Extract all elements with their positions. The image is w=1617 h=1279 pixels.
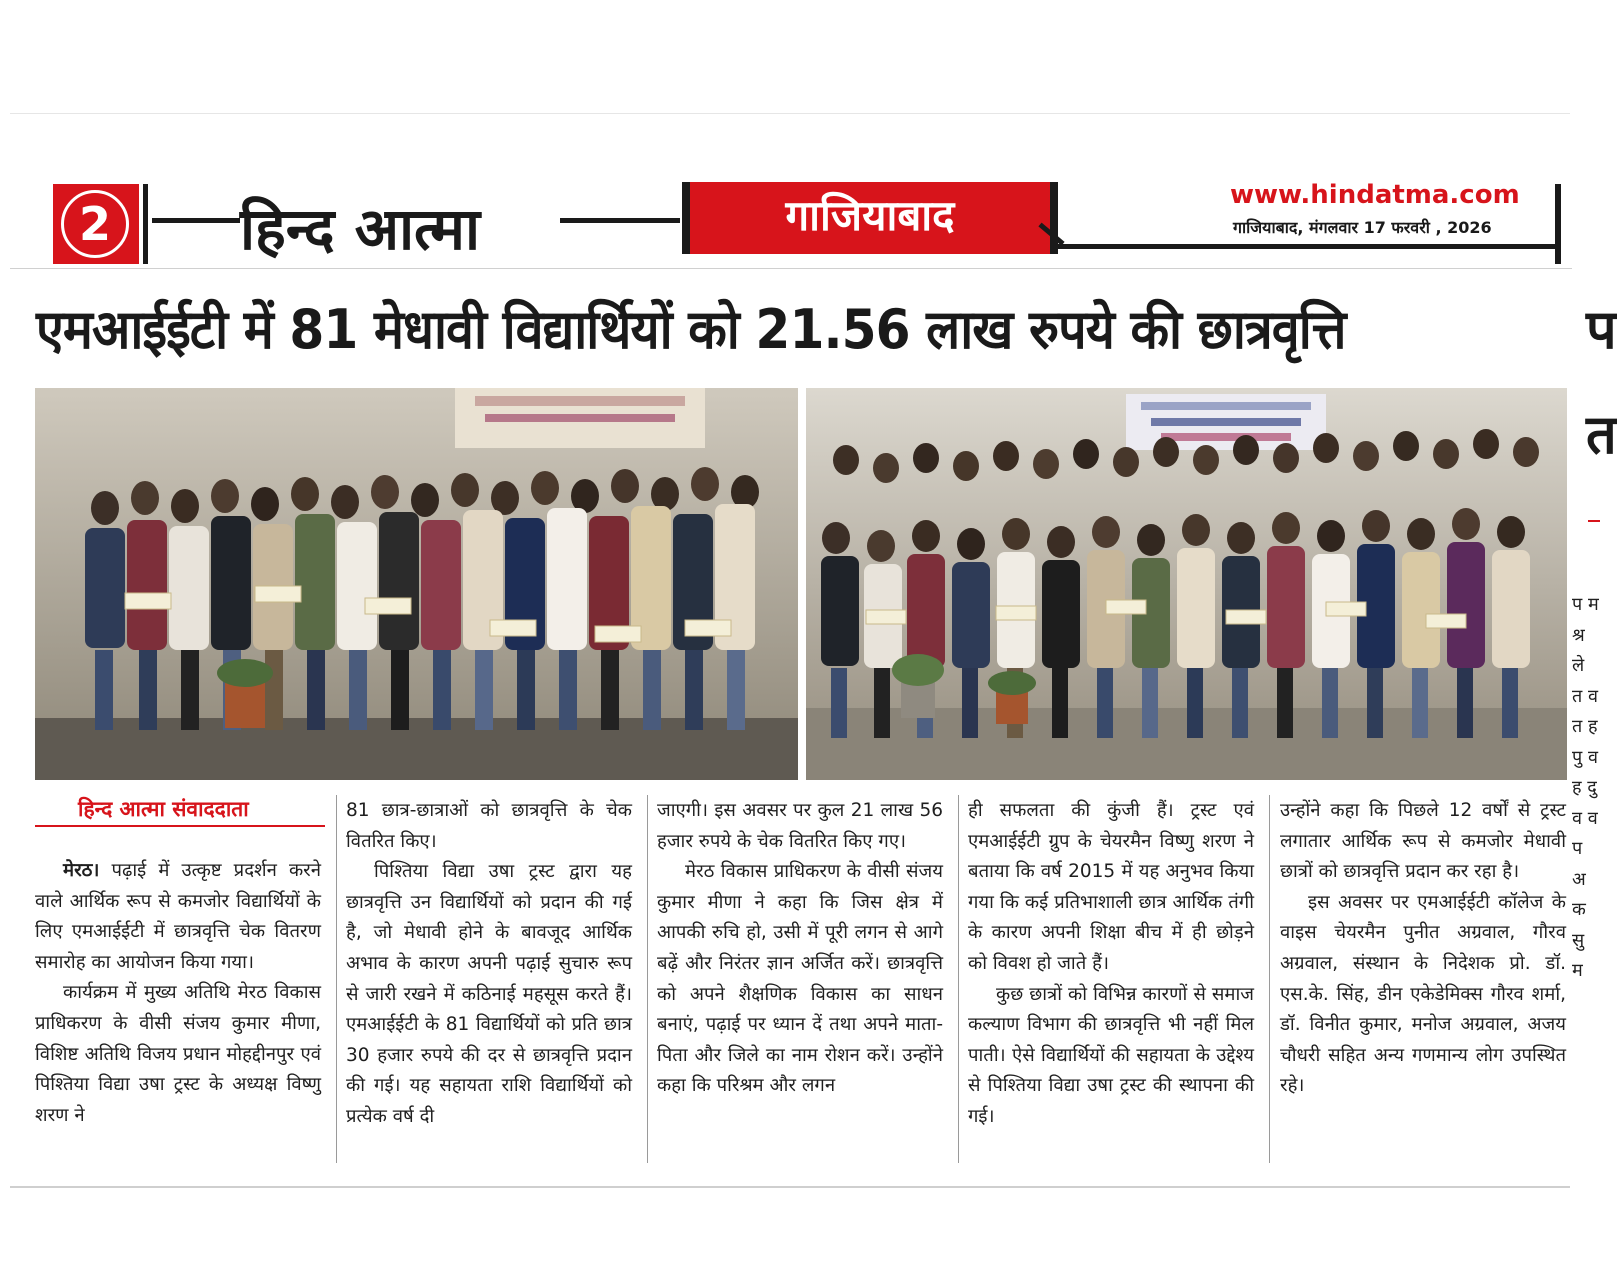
article-column-1 [35, 856, 321, 1131]
page-top-edge [10, 113, 1570, 114]
article-paragraph: ही सफलता की कुंजी हैं। ट्रस्ट एवं एमआईईटी ग्रुप के चेयरमैन विष्णु शरण ने बताया कि वर्ष 2015 में यह अनुभव किया गया कि कई प्रतिभाशाली छात्र आर्थिक तंगी के कारण अपनी शिक्षा बीच में ही छोड़ने को विवश हो जाते हैं। [968, 800, 1254, 974]
article-column-5 [1280, 796, 1566, 1102]
website-url: www.hindatma.com [1230, 180, 1520, 210]
article-paragraph: मेरठ विकास प्राधिकरण के वीसी संजय कुमार मीणा ने कहा कि जिस क्षेत्र में आपकी रुचि हो, उसी में पूरी लगन से आगे बढ़ें और निरंतर ज्ञान अर्जित करें। छात्रवृत्ति को अपने शैक्षणिक विकास का साधन बनाएं, पढ़ाई पर ध्यान दें तथा अपने माता-पिता और जिले का नाम रोशन करें। उन्होंने कहा कि परिश्रम और लगन [657, 861, 943, 1097]
adjacent-headline-fragment: प [1586, 298, 1617, 361]
article-paragraph: पिश्तिया विद्या उषा ट्रस्ट द्वारा यह छात्रवृत्ति उन विद्यार्थियों को प्रदान की गई है, जो मेधावी होने के बावजूद आर्थिक अभाव के कारण अपनी पढ़ाई सुचारु रूप से जारी रखने में कठिनाई महसूस करते हैं। एमआईईटी के 81 विद्यार्थियों को प्रति छात्र 30 हजार रुपये की दर से छात्रवृत्ति प्रदान की गई। यह सहायता राशि विद्यार्थियों को प्रत्येक वर्ष दी [346, 861, 632, 1127]
adjacent-story-rule [1588, 520, 1600, 522]
crowd-photo-illustration [35, 388, 798, 780]
masthead-rule-middle [560, 218, 680, 223]
article-column-2 [346, 796, 632, 1133]
column-divider [1269, 795, 1270, 1163]
page-number: 2 [61, 190, 129, 258]
column-divider [647, 795, 648, 1163]
article-dateline-place: मेरठ। [63, 860, 100, 881]
event-photo-right [806, 388, 1567, 780]
page-number-box [53, 184, 139, 264]
article-column-4 [968, 796, 1254, 1133]
article-paragraph: कार्यक्रम में मुख्य अतिथि मेरठ विकास प्राधिकरण के वीसी संजय कुमार मीणा, विशिष्ट अतिथि विजय प्रधान मोहद्दीनपुर एवं पिश्तिया विद्या उषा ट्रस्ट के अध्यक्ष विष्णु शरण ने [35, 982, 321, 1126]
article-paragraph: इस अवसर पर एमआईईटी कॉलेज के वाइस चेयरमैन पुनीत अग्रवाल, गौरव अग्रवाल, संस्थान के निदेशक प्रो. डॉ. एस.के. सिंह, डीन एकेडेमिक्स गौरव शर्मा, डॉ. विनीत कुमार, मनोज अग्रवाल, अजय चौधरी सहित अन्य गणमान्य लोग उपस्थित रहे। [1280, 891, 1566, 1097]
masthead-rule-right [1058, 244, 1560, 249]
adjacent-story-text: प म श्र ले त व त ह पु व ह दु व व प अ क सु म [1572, 594, 1599, 981]
masthead-divider [143, 184, 148, 264]
issue-dateline: गाजियाबाद, मंगलवार 17 फरवरी , 2026 [1233, 218, 1492, 237]
article-paragraph: कुछ छात्रों को विभिन्न कारणों से समाज कल्याण विभाग की छात्रवृत्ति भी नहीं मिल पाती। ऐसे विद्यार्थियों की सहायता के उद्देश्य से पिश्तिया विद्या उषा ट्रस्ट की स्थापना की गई। [968, 983, 1254, 1127]
column-divider [958, 795, 959, 1163]
paragraph-text: पढ़ाई में उत्कृष्ट प्रदर्शन करने वाले आर्थिक रूप से कमजोर विद्यार्थियों के लिए एमआईईटी में छात्रवृत्ति चेक वितरण समारोह का आयोजन किया गया। [35, 860, 321, 973]
article-headline: एमआईईटी में 81 मेधावी विद्यार्थियों को 21.56 लाख रुपये की छात्रवृत्ति [36, 298, 1346, 361]
newspaper-name: हिन्द आत्मा [240, 195, 481, 263]
article-paragraph: उन्होंने कहा कि पिछले 12 वर्षों से ट्रस्ट लगातार आर्थिक रूप से कमजोर मेधावी छात्रों को छात्रवृत्ति प्रदान कर रहा है। [1280, 800, 1566, 883]
event-photo-left [35, 388, 798, 780]
masthead-right-post [1555, 184, 1561, 264]
edition-city: गाजियाबाद [785, 191, 955, 240]
masthead-rule-left [152, 218, 240, 223]
article-byline: हिन्द आत्मा संवाददाता [78, 797, 249, 821]
crowd-photo-illustration [806, 388, 1567, 780]
masthead-bottom-rule [10, 268, 1572, 269]
column-divider [336, 795, 337, 1163]
adjacent-headline-fragment: त [1586, 403, 1617, 466]
edition-city-box [682, 182, 1058, 254]
byline-underline [35, 825, 325, 827]
article-paragraph: 81 छात्र-छात्राओं को छात्रवृत्ति के चेक वितरित किए। [346, 800, 632, 852]
article-paragraph [35, 856, 321, 978]
article-paragraph: जाएगी। इस अवसर पर कुल 21 लाख 56 हजार रुपये के चेक वितरित किए गए। [657, 800, 943, 852]
page-bottom-edge [10, 1186, 1570, 1188]
article-column-3 [657, 796, 943, 1102]
